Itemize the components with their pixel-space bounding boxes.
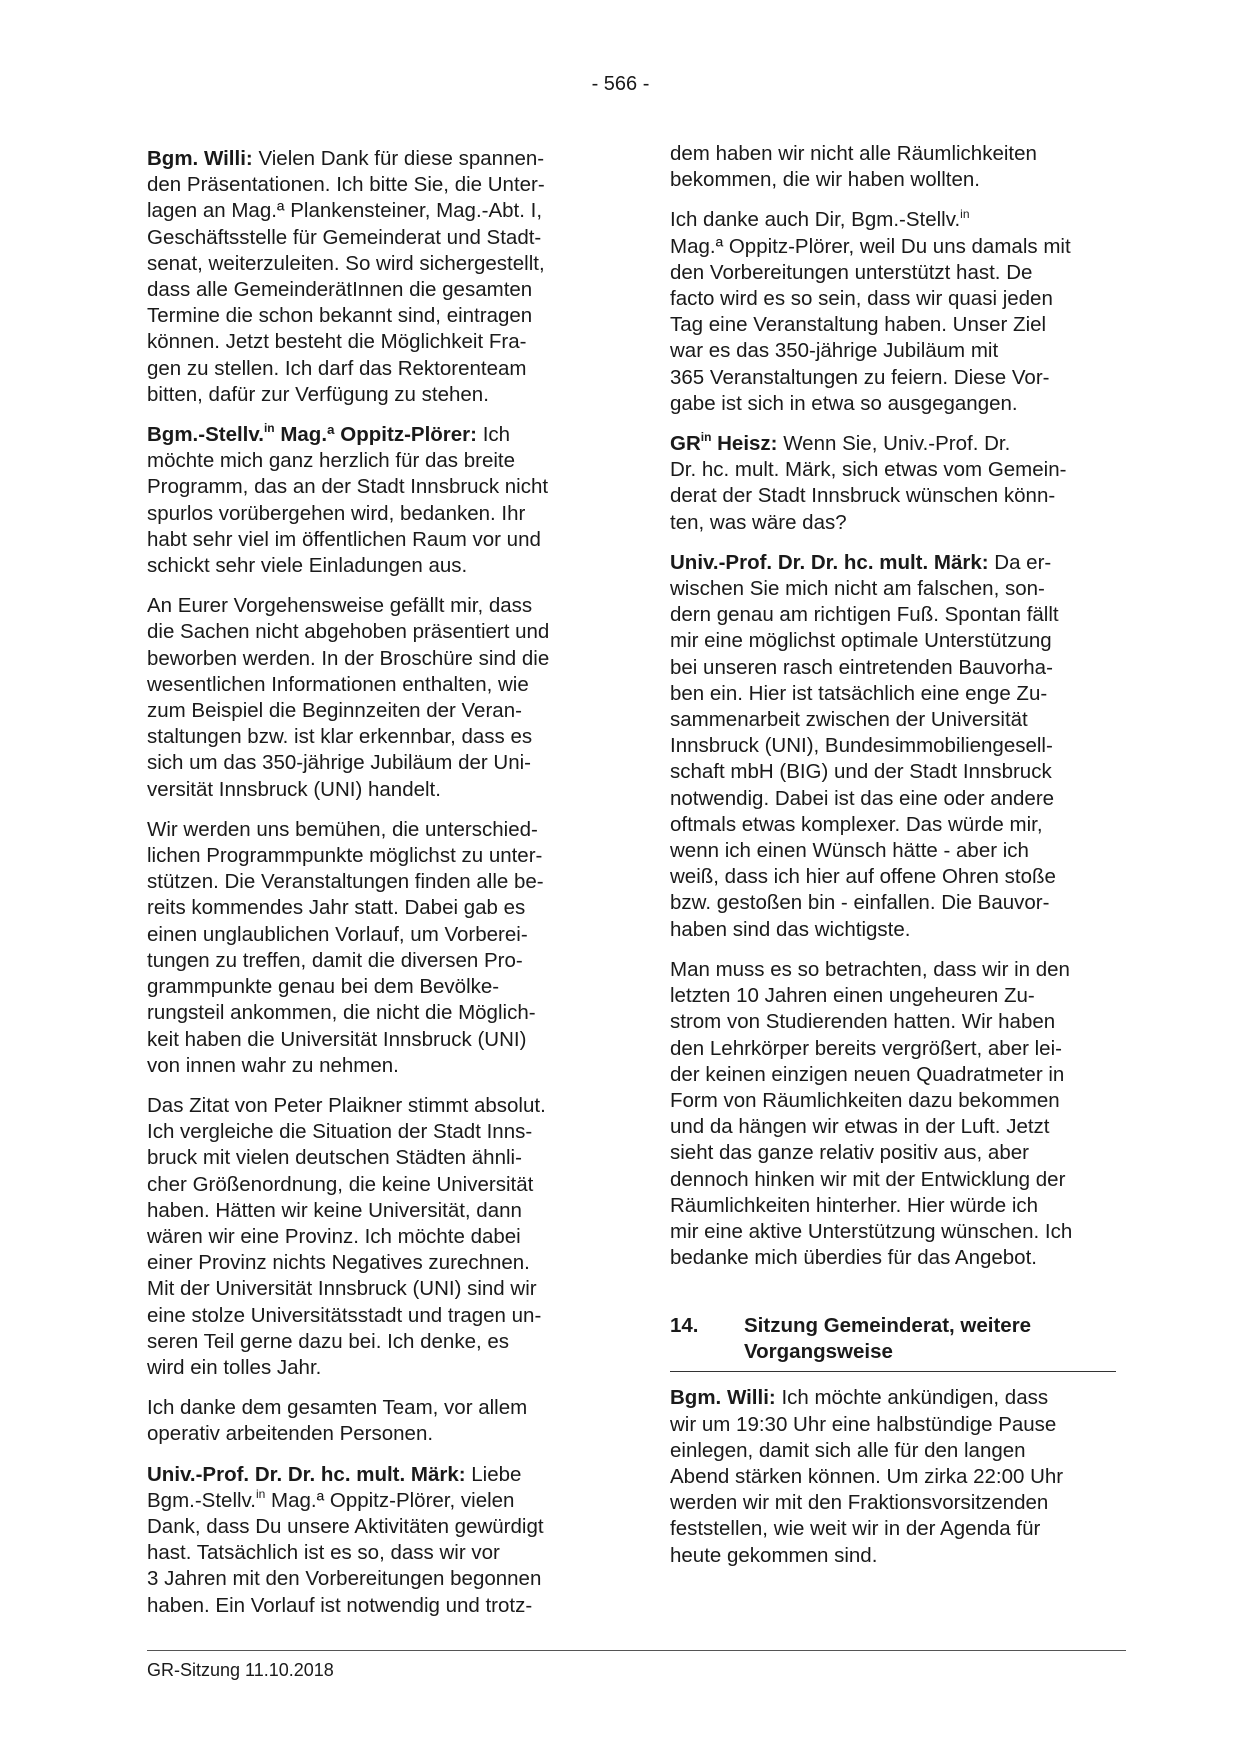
paragraph: [147, 146, 603, 408]
paragraph: An Eurer Vorgehensweise gefällt mir, dass die Sachen nicht abgehoben präsentiert und beworben werden. In der Broschüre sind die wesentlichen Informationen enthalten, wie zum Beispiel die Beginnzeiten der Veran- staltungen bzw. ist klar erkennbar, dass es sich um das 350-jährige Jubiläum der Uni- versität Innsbruck (UNI) handelt.: [147, 594, 550, 801]
paragraph: Man muss es so betrachten, dass wir in den letzten 10 Jahren einen ungeheuren Zu- strom von Studierenden hatten. Wir haben den Lehrkörper bereits vergrößert, aber lei- der keinen einzigen neuen Quadratmeter in Form von Räumlichkeiten dazu bekommen und da hängen wir etwas in der Luft. Jetzt sieht das ganze relativ positiv aus, aber dennoch hinken wir mit der Entwicklung der Räumlichkeiten hinterher. Hier würde ich mir eine aktive Unterstützung wünschen. Ich bedanke mich überdies für das Angebot.: [670, 957, 1073, 1270]
paragraph: [147, 422, 603, 579]
speaker-title: Bgm.-Stellv.: [147, 423, 264, 447]
section-title: Sitzung Gemeinderat, weitere Vorgangsweise: [744, 1314, 1032, 1364]
paragraph-text: Ich danke auch Dir, Bgm.-Stellv.: [670, 208, 961, 232]
paragraph-text: Mag.ª Oppitz-Plörer, weil Du uns damals mit den Vorbereitungen unterstützt hast. De facto wird es so sein, dass wir quasi jeden Tag eine Veranstaltung haben. Unser Ziel war es das 350-jährige Jubiläum mit 365 Veranstaltungen zu feiern. Diese Vor- gabe ist sich in etwa so ausgegangen.: [670, 234, 1071, 415]
paragraph: [670, 431, 1126, 536]
paragraph-text: Ich möchte ankündigen, dass wir um 19:30 Uhr eine halbstündige Pause einlegen, damit sich alle für den langen Abend stärken können. Um zirka 22:00 Uhr werden wir mit den Fraktionsvorsitzenden feststellen, wie weit wir in der Agenda für heute gekommen sind.: [670, 1386, 1064, 1567]
speaker-surname: Heisz:: [711, 432, 778, 456]
paragraph-text: Wenn Sie, Univ.-Prof. Dr. Dr. hc. mult. Märk, sich etwas vom Gemein- derat der Stadt Innsbruck wünschen könn- ten, was wäre das?: [670, 432, 1067, 534]
paragraph: Wir werden uns bemühen, die unterschied- lichen Programmpunkte möglichst zu unter- stützen. Die Veranstaltungen finden alle be- reits kommendes Jahr statt. Dabei gab es einen unglaublichen Vorlauf, um Vorberei- tungen zu treffen, damit die diversen Pro- grammpunkte genau bei dem Bevölke- rungsteil ankommen, die nicht die Möglich- keit haben die Universität Innsbruck (UNI) von innen wahr zu nehmen.: [147, 817, 544, 1077]
superscript: in: [263, 421, 275, 436]
superscript: in: [960, 206, 970, 221]
paragraph-text: Ich möchte mich ganz herzlich für das breite Programm, das an der Stadt Innsbruck nicht spurlos vorübergehen wird, bedanken. Ihr habt sehr viel im öffentlichen Raum vor und schickt sehr viele Einladungen aus.: [147, 423, 549, 578]
right-column: [670, 142, 1126, 1583]
paragraph-text: Da er- wischen Sie mich nicht am falschen, son- dern genau am richtigen Fuß. Spontan fällt mir eine möglichst optimale Unterstützung bei unseren rasch eintretenden Bauvorha- ben ein. Hier ist tatsächlich eine enge Zu- sammenarbeit zwischen der Universität Innsbruck (UNI), Bundesimmobiliengesell- schaft mbH (BIG) und der Stadt Innsbruck notwendig. Dabei ist das eine oder andere oftmals etwas komplexer. Das würde mir, wenn ich einen Wünsch hätte - aber ich weiß, dass ich hier auf offene Ohren stoße bzw. gestoßen bin - einfallen. Die Bauvor- haben sind das wichtigste.: [670, 550, 1059, 941]
speaker-name: Bgm. Willi:: [670, 1386, 776, 1410]
speaker-name: Univ.-Prof. Dr. Dr. hc. mult. Märk:: [670, 550, 989, 574]
section-number: 14.: [670, 1314, 699, 1338]
footer-divider: [147, 1650, 1126, 1651]
paragraph: Das Zitat von Peter Plaikner stimmt absolut. Ich vergleiche die Situation der Stadt Inns- bruck mit vielen deutschen Städten ähnli- cher Größenordnung, die keine Universität haben. Hätten wir keine Universität, dann wären wir eine Provinz. Ich möchte dabei einer Provinz nichts Negatives zurechnen. Mit der Universität Innsbruck (UNI) sind wir eine stolze Universitätsstadt und tragen un- seren Teil gerne dazu bei. Ich denke, es wird ein tolles Jahr.: [147, 1093, 546, 1379]
speaker-name: Univ.-Prof. Dr. Dr. hc. mult. Märk:: [147, 1462, 466, 1486]
speaker-name: [670, 432, 778, 455]
section-heading: [670, 1313, 1116, 1372]
speaker-surname: Mag.ª Oppitz-Plörer:: [280, 423, 477, 447]
paragraph-text: Liebe Bgm.-Stellv.: [147, 1462, 522, 1512]
speaker-name: [147, 423, 477, 446]
footer-text: GR-Sitzung 11.10.2018: [147, 1660, 334, 1680]
left-column: [147, 146, 603, 1633]
speaker-name: Bgm. Willi:: [147, 147, 253, 170]
paragraph-text: Vielen Dank für diese spannen- den Präsentationen. Ich bitte Sie, die Unter- lagen an Mag.ª Plankensteiner, Mag.-Abt. I, Geschäftsstelle für Gemeinderat und Stadt- senat, weiterzuleiten. So wird sichergestellt, dass alle GemeinderätInnen die gesamten Termine die schon bekannt sind, eintragen können. Jetzt besteht die Möglichkeit Fra- gen zu stellen. Ich darf das Rektorenteam bitten, dafür zur Verfügung zu stehen.: [147, 147, 545, 406]
paragraph: [670, 207, 1126, 417]
superscript: in: [255, 1486, 266, 1501]
paragraph: [147, 1462, 603, 1619]
superscript: in: [700, 430, 712, 445]
page-number: - 566 -: [591, 73, 650, 95]
paragraph: [670, 1385, 1126, 1568]
paragraph: [670, 550, 1126, 943]
speaker-title: GR: [670, 432, 701, 456]
paragraph-text: Mag.ª Oppitz-Plörer, vielen Dank, dass Du unsere Aktivitäten gewürdigt hast. Tatsächlich ist es so, dass wir vor 3 Jahren mit den Vorbereitungen begonnen haben. Ein Vorlauf ist notwendig und trotz-: [147, 1488, 544, 1617]
paragraph: dem haben wir nicht alle Räumlichkeiten bekommen, die wir haben wollten.: [670, 142, 1037, 192]
paragraph: Ich danke dem gesamten Team, vor allem operativ arbeitenden Personen.: [147, 1396, 528, 1446]
